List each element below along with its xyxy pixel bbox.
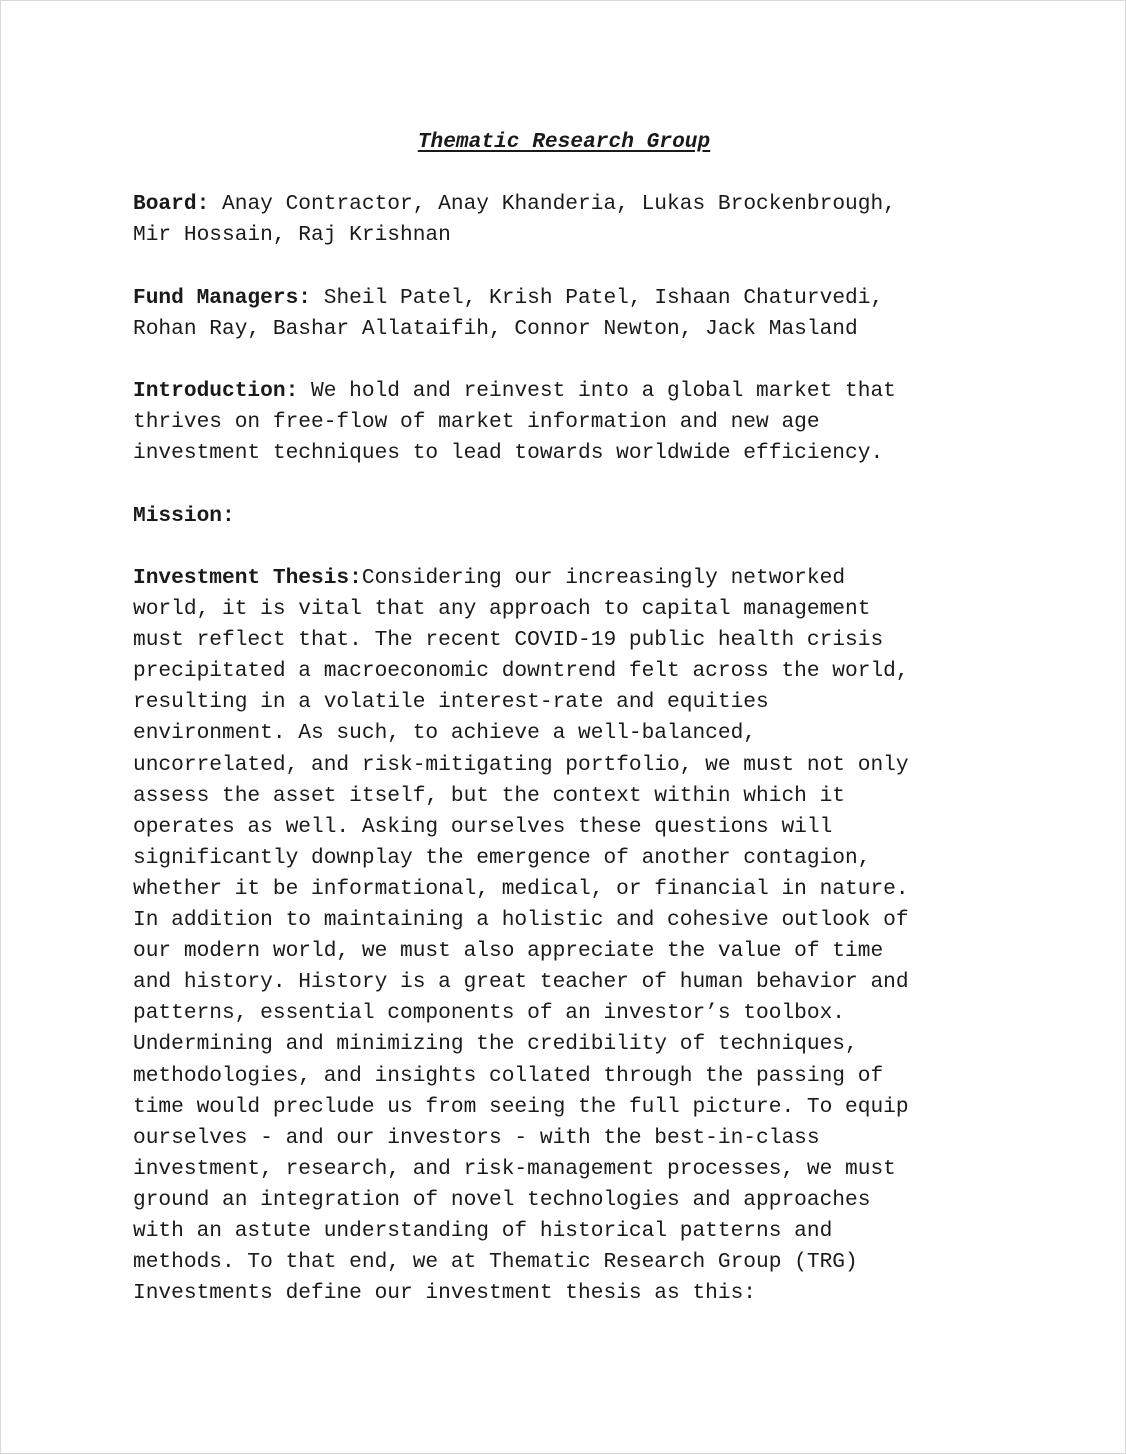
board-text: Anay Contractor, Anay Khanderia, Lukas Brockenbrough, xyxy=(222,192,896,216)
investment-thesis-section xyxy=(133,563,1013,1309)
document-title: Thematic Research Group xyxy=(417,130,711,154)
thesis-line: precipitated a macroeconomic downtrend felt across the world, xyxy=(133,659,909,684)
board-label: Board xyxy=(133,192,197,216)
introduction-line-2: thrives on free-flow of market information and new age xyxy=(133,410,820,435)
investment-thesis-label: Investment Thesis: xyxy=(133,566,362,590)
introduction-line-3: investment techniques to lead towards worldwide efficiency. xyxy=(133,441,884,466)
introduction-text: We hold and reinvest into a global market that xyxy=(311,379,896,403)
thesis-line: In addition to maintaining a holistic and cohesive outlook of xyxy=(133,908,909,933)
board-line-2: Mir Hossain, Raj Krishnan xyxy=(133,223,451,248)
thesis-line-1 xyxy=(133,563,1013,594)
thesis-text: Considering our increasingly networked xyxy=(361,566,846,590)
fund-managers-label: Fund Managers xyxy=(133,286,299,310)
fund-managers-section xyxy=(133,283,1013,345)
fund-managers-line-1: Fund Managers: Sheil Patel, Krish Patel, Ishaan Chaturvedi, xyxy=(133,286,884,310)
thesis-line: world, it is vital that any approach to capital management xyxy=(133,597,871,622)
fund-managers-text: Sheil Patel, Krish Patel, Ishaan Chaturvedi, xyxy=(323,286,884,310)
thesis-line: Investments define our investment thesis as this: xyxy=(133,1281,757,1306)
thesis-line: ground an integration of novel technologies and approaches xyxy=(133,1187,871,1212)
introduction-section xyxy=(133,376,1013,469)
thesis-line: significantly downplay the emergence of another contagion, xyxy=(133,845,871,870)
thesis-line: patterns, essential components of an investor’s toolbox. xyxy=(133,1001,846,1026)
thesis-line: ourselves - and our investors - with the best-in-class xyxy=(133,1125,820,1150)
mission-section xyxy=(133,501,1013,532)
board-section xyxy=(133,189,1013,251)
board-line-1: Board: Anay Contractor, Anay Khanderia, Lukas Brockenbrough, xyxy=(133,192,896,216)
thesis-line: and history. History is a great teacher of human behavior and xyxy=(133,970,909,995)
thesis-line: with an astute understanding of historical patterns and xyxy=(133,1218,833,1243)
introduction-line-1: Introduction: We hold and reinvest into a global market that xyxy=(133,379,896,403)
thesis-line: our modern world, we must also appreciate the value of time xyxy=(133,939,884,964)
fund-managers-line-2: Rohan Ray, Bashar Allataifih, Connor Newton, Jack Masland xyxy=(133,317,858,342)
thesis-line: resulting in a volatile interest-rate and equities xyxy=(133,690,769,715)
introduction-label: Introduction xyxy=(133,379,286,403)
thesis-line: Undermining and minimizing the credibility of techniques, xyxy=(133,1032,858,1057)
thesis-line: environment. As such, to achieve a well-balanced, xyxy=(133,721,757,746)
thesis-line: operates as well. Asking ourselves these questions will xyxy=(133,814,833,839)
thesis-line: methodologies, and insights collated through the passing of xyxy=(133,1063,884,1088)
thesis-line: methods. To that end, we at Thematic Research Group (TRG) xyxy=(133,1250,858,1275)
thesis-line: uncorrelated, and risk-mitigating portfolio, we must not only xyxy=(133,752,909,777)
mission-label: Mission: xyxy=(133,504,235,528)
thesis-line: must reflect that. The recent COVID-19 public health crisis xyxy=(133,628,884,653)
thesis-line: investment, research, and risk-management processes, we must xyxy=(133,1156,896,1181)
thesis-line: time would preclude us from seeing the full picture. To equip xyxy=(133,1094,909,1119)
thesis-line: whether it be informational, medical, or financial in nature. xyxy=(133,876,909,901)
thesis-line: assess the asset itself, but the context within which it xyxy=(133,783,846,808)
